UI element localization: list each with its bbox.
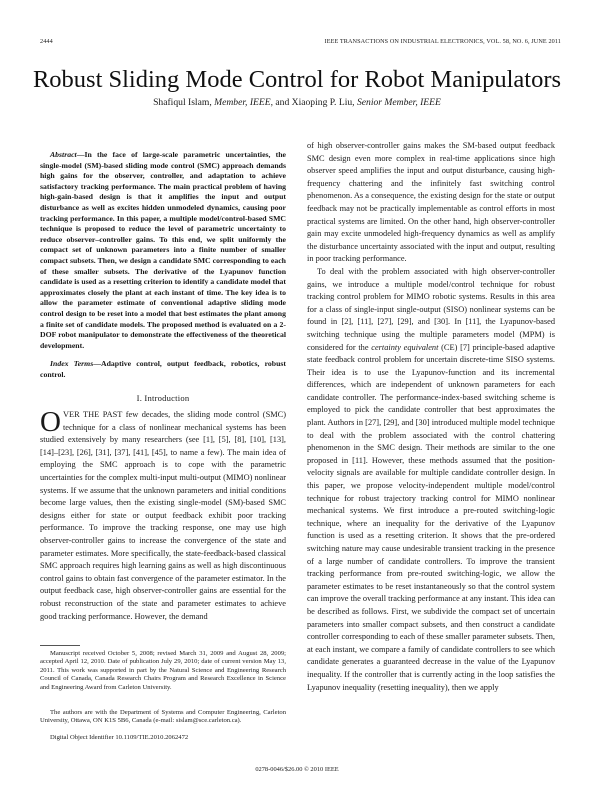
author-name: and Xiaoping P. Liu, — [275, 97, 355, 108]
footnote-doi: Digital Object Identifier 10.1109/TIE.2010.2062472 — [50, 734, 189, 741]
running-header: IEEE TRANSACTIONS ON INDUSTRIAL ELECTRONICS, VOL. 58, NO. 6, JUNE 2011 — [324, 38, 561, 45]
paragraph-text: (CE) [7] principle-based adaptive state feedback control problem for uncertain discrete-time SISO systems. Their idea is to use the Lyapunov-function and its incremental differences, which are independent of unknown parameters for each candidate controller. The performance-index-based switching scheme is employed to pick the candidate controller that best approximates the plant. Authors in [27], [29], and [30] introduced multiple model technique to deal with the problem associated with the control chattering phenomenon in the SMC design. Their methods are similar to the one proposed in [11]. However, these methods assumed that the position-velocity signals are available for multiple candidate controller design. In this paper, we propose velocity-independent multiple model/control technique for robust trajectory tracking control for MIMO nonlinear mechanical systems. We first introduce a pre-routed switching-logic technique, where an inequality for the derivative of the Lyapunov function is used as a resetting criterion. It shows that the pre-ordered switching nature may cause undesirable transient tracking in the presence of a large number of candidate controllers. To improve the transient tracking performance from pre-routed switching-logic, we allow the parameter estimates to be reset instantaneously so that the control system can improve the overall tracking performance at any instant. This idea can be described as follows. First, we subdivide the compact set of uncertain parameters into smaller compact subsets, and then construct a candidate controller corresponding to each of these smaller parameter subsets. Then, at each instant, we compare a family of candidate controllers to see which candidate generates a guaranteed decrease in the value of the Lyapunov inequality. If the controller that is currently acting in the loop satisfies the Lyapunov inequality (resetting inequality), then we apply — [307, 342, 555, 692]
intro-lead-caps: VER THE PAST — [62, 410, 123, 420]
intro-paragraph — [40, 406, 286, 623]
intro-paragraph-2 — [307, 266, 555, 694]
footnote-manuscript: Manuscript received October 5, 2008; revised March 31, 2009 and August 28, 2009; accepted April 12, 2010. Date of publication July 29, 2010; date of current version May 13, 2011. This work was supported in part by the Natural Science and Engineering Research Council of Canada, Canada Research Chairs Program and Research Excellence in Science and Engineering Award from Carleton University. — [40, 650, 286, 691]
author-grade: Member, IEEE, — [214, 97, 273, 108]
abstract-text: —In the face of large-scale parametric uncertainties, the single-model (SM)-based sliding mode control (SMC) approach demands high gains for the observer, controller, and adaptation to achieve satisfactory tracking performance. The main practical problem of having high-gain-based design is that it amplifies the input and output disturbance as well as excites hidden unmodeled dynamics, causing poor tracking performance. In this paper, a multiple model/control-based SMC technique is proposed to reduce the level of parametric uncertainty to reduce observer–controller gains. To this end, we split uniformly the compact set of unknown parameters into a finite number of smaller compact subsets. Then, we design a candidate SMC corresponding to each of these smaller subsets. The derivative of the Lyapunov function candidate is used as a resetting criterion to identify a candidate model that approximates closely the plant at each instant of time. The key idea is to allow the parameter estimate of conventional adaptive sliding mode control design to be reset into a model that best estimates the plant among a finite set of candidate models. The proposed method is evaluated on a 2-DOF robot manipulator to demonstrate the effectiveness of the theoretical development. — [40, 150, 286, 350]
index-terms-text: —Adaptive control, output feedback, robotics, robust control. — [40, 359, 286, 379]
page-number: 2444 — [40, 38, 53, 45]
index-terms-label: Index Terms — [50, 359, 94, 369]
author-name: Shafiqul Islam, — [153, 97, 212, 108]
footnote-affiliation: The authors are with the Department of Systems and Computer Engineering, Carleton University, Ottawa, ON K1S 5B6, Canada (e-mail: sislam@sce.carleton.ca). — [40, 709, 286, 725]
copyright-footer: 0278-0046/$26.00 © 2010 IEEE — [255, 766, 339, 773]
paper-title: Robust Sliding Mode Control for Robot Manipulators — [32, 66, 562, 93]
paragraph-text: To deal with the problem associated with high observer-controller gains, we introduce a multiple model/control technique for robust tracking control problem for MIMO robotic systems. Results in this area for a class of single-input single-output (SISO) nonlinear systems can be found in [2], [11], [27], [29], and [30]. In [11], the Lyapunov-based switching technique using the multiple parameters model (MPM) is considered for the — [307, 266, 555, 352]
left-column — [40, 150, 286, 623]
author-grade: Senior Member, IEEE — [356, 97, 441, 108]
footnote-rule — [40, 645, 80, 646]
abstract-label: Abstract — [50, 150, 77, 159]
intro-paragraph-continued: of high observer-controller gains makes the SM-based output feedback SMC design even more complex in real-time applications since high observer speed amplifies the input and output disturbance, causing high-frequency chattering and the infinitely fast switching control phenomenon. As a consequence, the existing design for the state or output feedback may not be practically implementable as control efforts in most practical systems are limited. On the other hand, high observer-controller gain may excite unmodeled high-frequency dynamics as well as amplify the disturbance uncertainty associated with the input and output, resulting in poor tracking performance. — [307, 141, 555, 264]
author-line — [0, 97, 594, 109]
right-column — [307, 140, 555, 694]
intro-text: few decades, the sliding mode control (SMC) technique for a class of nonlinear mechanical systems has been studied extensively by many researchers (see [1], [5], [8], [10], [13], [14]–[23], [26], [31], [37], [41], [45], to name a few). The main idea of employing the SMC approach is to cope with the parametric uncertainties for the complex multi-input multi-output (MIMO) nonlinear systems. If we assume that the unknown parameters and initial conditions become large values, then the existing single-model (SM)-based SMC designs either for state or output feedback exhibit poor tracking performance. To improve the tracking response, one may use high observer-controller gains to increase the convergence of the state and parameter estimates. More specifically, the state-feedback-based classical SMC approach requires high learning gains as well as high discontinuous control gains to obtain fast convergence of the parameter estimator. In the output feedback case, high observer-controller gains are essential for the robust reconstruction of the state and parameter estimates to achieve good tracking performance. However, the demand — [40, 410, 286, 621]
abstract — [40, 150, 286, 351]
drop-cap: O — [40, 406, 61, 439]
section-heading: I. Introduction — [136, 393, 190, 404]
emphasis-text: certainty equivalent — [371, 342, 439, 352]
index-terms — [40, 359, 286, 380]
